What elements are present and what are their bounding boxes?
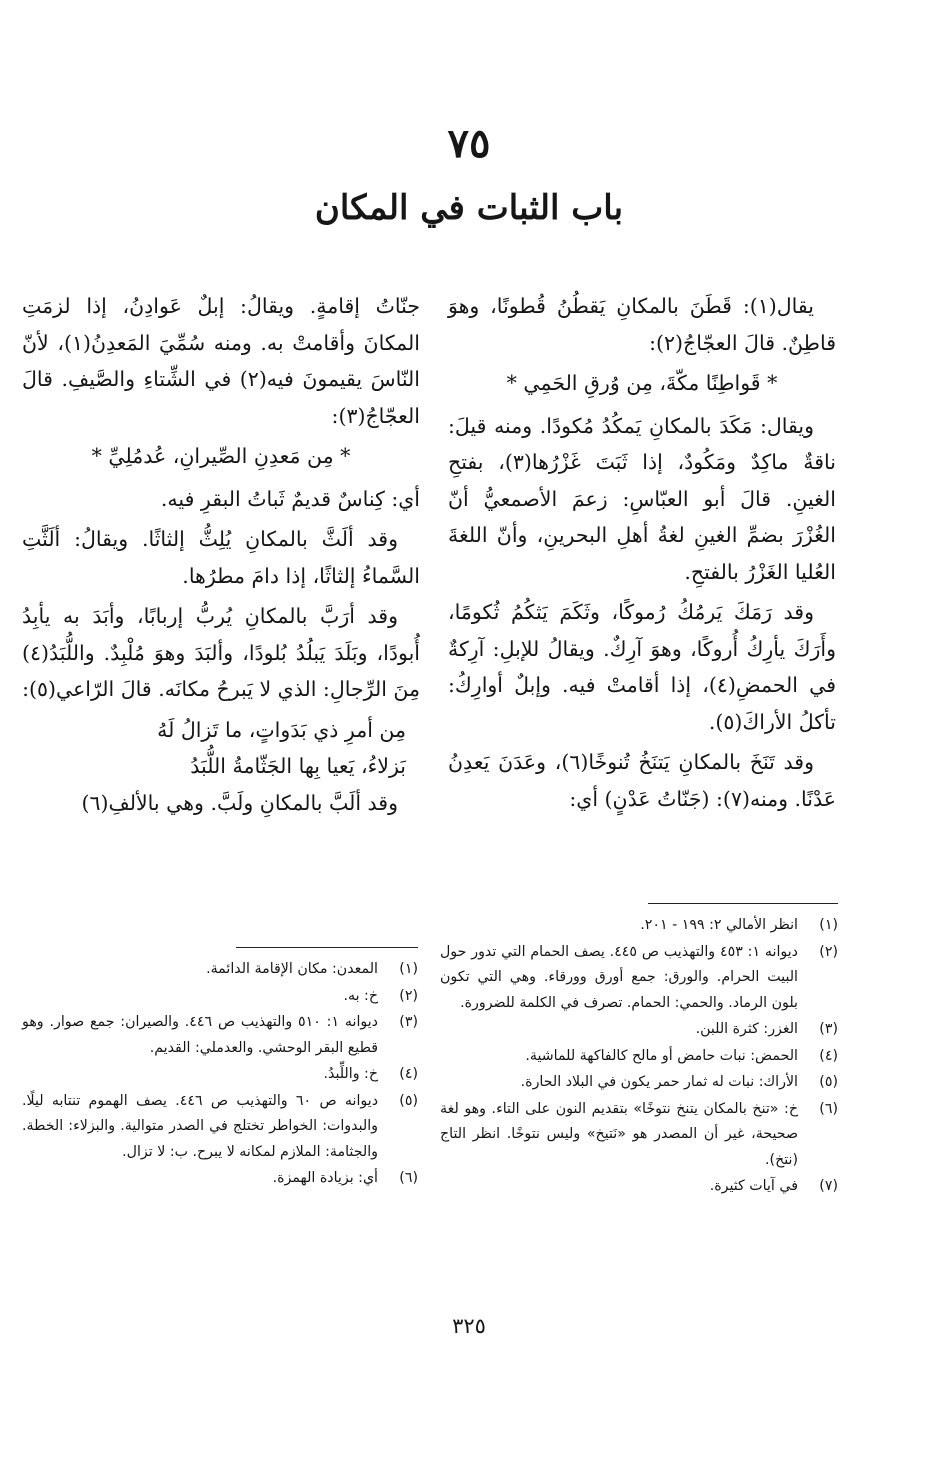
footnote-separator-left — [236, 947, 418, 948]
footnote-number: (٦) — [819, 1100, 838, 1117]
paragraph: وقد تَنَخَ بالمكانِ يَتنَخُ تُنوخًا(٦)، وعَدَنَ يَعدِنُ عَدْنًا. ومنه(٧): (جَنّاتُ عَدْنٍ) أي: — [448, 750, 836, 811]
footnote-number: (١) — [399, 961, 418, 977]
footnote-number: (٤) — [819, 1047, 838, 1064]
footnote — [22, 1010, 418, 1061]
paragraph: أي: كِناسٌ قديمٌ ثَباتُ البقرِ فيه. — [160, 486, 420, 511]
footnote — [440, 1097, 838, 1174]
footnote — [440, 1174, 838, 1200]
footnote-number: (٢) — [399, 987, 418, 1004]
footnote — [22, 984, 418, 1010]
footnote — [440, 1044, 838, 1070]
footnote-number: (٦) — [399, 1170, 418, 1186]
footnote-number: (٧) — [819, 1178, 838, 1194]
footnote — [440, 913, 838, 939]
paragraph: وقد ألَثَّ بالمكانِ يُلِثُّ إلثاثًا. ويقالُ: ألَثَّتِ السَّماءُ إلثاثًا، إذا دامَ مطرُها. — [22, 527, 420, 588]
footnote-text: خ: به. — [343, 987, 378, 1004]
footnote-text: ديوانه ١: ٤٥٣ والتهذيب ص ٤٤٥. يصف الحمام التي تدور حول البيت الحرام. والورق: جمع أورق وورقاء. وهي التي تكون بلون الرماد. والحمي: الحمام. تصرف في الكلمة للضرورة. — [440, 943, 798, 1011]
chapter-title: باب الثبات في المكان — [314, 188, 624, 228]
footnote-text: أي: بزيادة الهمزة. — [272, 1170, 378, 1186]
footnote-number: (٣) — [819, 1021, 838, 1037]
footnote-number: (٣) — [399, 1014, 418, 1030]
footnote — [22, 957, 418, 983]
left-text-column — [22, 288, 420, 825]
footnote-text: انظر الأمالي ٢: ١٩٩ - ٢٠١. — [640, 917, 798, 933]
footnote-text: في آيات كثيرة. — [709, 1178, 798, 1194]
footnote — [22, 1089, 418, 1166]
footnote-number: (١) — [819, 917, 838, 933]
footnote — [22, 1166, 418, 1192]
poem-hemistich-second: بَزلاءُ، يَعيا بِها الجَثّامةُ اللُّبَدُ — [190, 754, 406, 778]
footnote-text: الأراك: نبات له ثمار حمر يكون في البلاد الحارة. — [520, 1074, 798, 1090]
footnote-text: الحمض: نبات حامض أو مالح كالفاكهة للماشية. — [525, 1047, 798, 1064]
verse-line: * مِن مَعدِنِ الصِّيرانِ، عُدمُلِيِّ * — [91, 444, 351, 468]
paragraph: جنّاتُ إقامةٍ. ويقالُ: إبلٌ عَوادِنُ، إذا لزمَتِ المكانَ وأقامتْ به. ومنه سُمِّيَ المَعدِنُ(١)، لأنّ النّاسَ يقيمونَ فيه(٢) في الشِّتاءِ والصَّيفِ. قالَ العجّاجُ(٣): — [22, 294, 421, 428]
paragraph: ويقال: مَكَدَ بالمكانِ يَمكُدُ مُكودًا. ومنه قيلَ: ناقةٌ ماكِدٌ ومَكُودٌ، إذا ثَبَتَ غَزْرُها(٣)، بفتحِ الغينِ. قالَ أبو العبّاسِ: زعمَ الأصمعيُّ أنّ الغُزْرَ بضمِّ الغينِ لغةُ أهلِ البحرينِ، وأنّ اللغةَ العُليا الغَزْرُ بالفتحِ. — [448, 413, 836, 584]
footnote — [22, 1062, 418, 1088]
footnote-number: (٤) — [399, 1066, 418, 1082]
poem-hemistich-first: مِن أمرِ ذي بَدَواتٍ، ما تَزالُ لَهُ — [157, 717, 406, 742]
paragraph: يقال(١): قَطَنَ بالمكانِ يَقطُنُ قُطونًا، وهوَ قاطِنٌ. قالَ العجّاجُ(٢): — [448, 294, 836, 355]
footnote-text: المعدن: مكان الإقامة الدائمة. — [206, 961, 378, 977]
footnotes-right — [440, 913, 838, 1201]
footnote — [440, 1017, 838, 1043]
right-text-column — [448, 288, 836, 821]
paragraph: وقد رَمَكَ يَرمُكُ رُموكًا، وثَكَمَ يَثكُمُ ثُكومًا، وأَرَكَ يأرِكُ أُروكًا، وهوَ آرِكٌ. ويقالُ للإبلِ: آرِكةٌ في الحمضِ(٤)، إذا أقامتْ فيه. وإبلٌ أوارِكُ: تأكلُ الأراكَ(٥). — [448, 600, 836, 734]
paragraph: وقد أرَبَّ بالمكانِ يُربُّ إربابًا، وأبَدَ به يأبِدُ أُبودًا، وبَلَدَ يَبلُدُ بُلودًا، وألبَدَ وهوَ مُلْبِدٌ. واللُّبَدُ(٤) مِنَ الرِّجالِ: الذي لا يَبرحُ مكانَه. قالَ الرّاعي(٥): — [22, 604, 420, 701]
footnote — [440, 1070, 838, 1096]
footnote-number: (٢) — [819, 943, 838, 960]
chapter-number: ٧٥ — [447, 120, 491, 167]
footnote-text: ديوانه ص ٦٠ والتهذيب ص ٤٤٦. يصف الهموم تنتابه ليلًا. والبدوات: الخواطر تختلج في الصدر متوالية. والبزلاء: الخطة. والجثامة: الملازم لمكانه لا يبرح. ب: لا تزال. — [22, 1092, 379, 1160]
footnote-text: خ: «تنخ بالمكان يتنخ نتوخًا» بتقديم النون على التاء. وهو لغة صحيحة، غير أن المصدر هو «نَتيخ» وليس نتوخًا. انظر التاج (نتخ). — [440, 1100, 798, 1168]
footnote-separator-right — [648, 903, 838, 904]
footnote-text: ديوانه ١: ٥١٠ والتهذيب ص ٤٤٦. والصيران: جمع صوار. وهو قطيع البقر الوحشي. والعدملي: القديم. — [22, 1014, 378, 1056]
verse-line: * قَواطِنًا مكّةَ، مِن وُرقِ الحَمِي * — [506, 371, 778, 395]
paragraph: وقد ألَبَّ بالمكانِ ولَبَّ. وهي بالألفِ(٦) — [81, 790, 398, 815]
footnotes-left — [22, 957, 418, 1193]
footnote-text: خ: واللِّبدُ. — [323, 1066, 378, 1082]
footnote-text: الغزر: كثرة اللبن. — [695, 1021, 798, 1037]
footnote-number: (٥) — [819, 1074, 838, 1090]
page-number: ٣٢٥ — [452, 1314, 486, 1338]
footnote-number: (٥) — [399, 1092, 418, 1109]
footnote — [440, 940, 838, 1017]
